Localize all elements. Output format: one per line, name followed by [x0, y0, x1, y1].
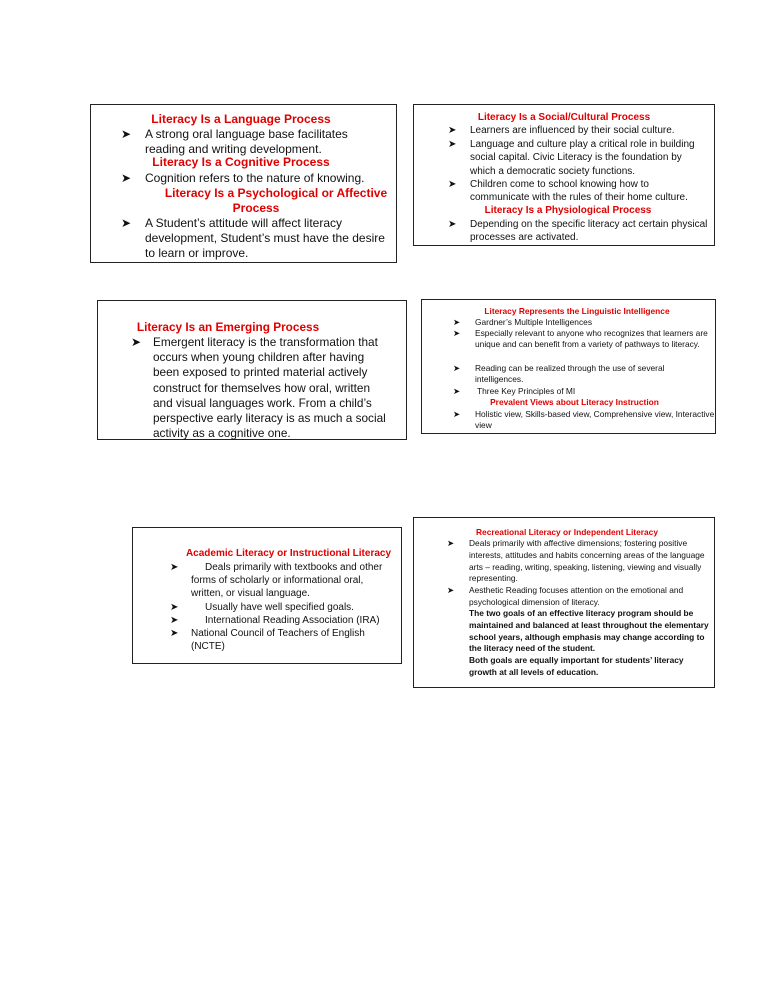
arrow-bullet-icon: ➤ — [447, 538, 455, 548]
card2-bullet-3-text: Children come to school knowing how to communicate with the rules of their home culture. — [470, 179, 688, 204]
card2-bullet-1 — [448, 124, 710, 137]
arrow-bullet-icon: ➤ — [447, 585, 455, 595]
arrow-bullet-icon: ➤ — [453, 409, 461, 419]
card6-bullet-1-text: Deals primarily with affective dimensions; fostering positive interests, attitudes and habits concerning areas of the language arts – reading, writing, speaking, listening, viewing and visually representing. — [469, 538, 705, 584]
arrow-bullet-icon: ➤ — [448, 219, 457, 230]
card4-bullet-4-text: Three Key Principles of MI — [477, 386, 576, 396]
card1-bullet-2 — [121, 171, 389, 186]
arrow-bullet-icon: ➤ — [121, 216, 132, 230]
card5-bullet-1-text: Deals primarily with textbooks and other forms of scholarly or informational oral, written, or visual language. — [191, 562, 383, 600]
heading-cognitive-process: Literacy Is a Cognitive Process — [152, 155, 330, 169]
card5-bullet-1 — [170, 561, 390, 601]
card6-paragraph-2: Both goals are equally important for students’ literacy growth at all levels of education. — [469, 655, 684, 677]
card4-bullet-5 — [453, 409, 715, 432]
arrow-bullet-icon: ➤ — [170, 628, 179, 639]
heading-emerging-process: Literacy Is an Emerging Process — [136, 320, 320, 334]
heading-language-process: Literacy Is a Language Process — [151, 112, 331, 126]
card4-bullet-1-text: Gardner’s Multiple Intelligences — [475, 317, 593, 327]
card4-bullet-3 — [453, 363, 715, 386]
card6-bullet-2 — [447, 585, 709, 609]
card4-bullet-4 — [453, 386, 715, 397]
heading-psychological-process-line1: Literacy Is a Psychological or Affective — [164, 186, 388, 200]
card2-bullet-4 — [448, 218, 710, 245]
card2-bullet-3 — [448, 178, 710, 205]
card5-bullet-2-text: Usually have well specified goals. — [205, 602, 354, 613]
card6-bullet-2-text: Aesthetic Reading focuses attention on the emotional and psychological dimension of literacy. — [469, 585, 684, 607]
heading-physiological-process: Literacy Is a Physiological Process — [484, 205, 652, 216]
heading-prevalent-views: Prevalent Views about Literacy Instruction — [490, 397, 659, 407]
card1-bullet-3-text: A Student’s attitude will affect literacy development, Student’s must have the desire to learn or improve. — [145, 216, 385, 260]
card-social-cultural-process — [413, 104, 715, 246]
arrow-bullet-icon: ➤ — [453, 386, 461, 396]
card1-bullet-3 — [121, 216, 389, 261]
arrow-bullet-icon: ➤ — [121, 127, 132, 141]
card3-bullet-1-text: Emergent literacy is the transformation that occurs when young children after having been exposed to printed material actively construct for themselves how oral, written and visual languages work. From a child’s perspective early literacy is as much a social activity as a cognitive one. — [153, 335, 386, 441]
card2-bullet-2 — [448, 138, 710, 178]
heading-academic-literacy: Academic Literacy or Instructional Literacy — [185, 548, 392, 559]
arrow-bullet-icon: ➤ — [453, 317, 461, 327]
card6-bullet-1 — [447, 538, 709, 585]
card4-bullet-1 — [453, 317, 715, 328]
arrow-bullet-icon: ➤ — [170, 615, 179, 626]
card-linguistic-intelligence — [421, 299, 716, 434]
card5-bullet-4 — [170, 627, 390, 653]
heading-linguistic-intelligence: Literacy Represents the Linguistic Intelligence — [484, 306, 670, 316]
card4-bullet-2-text: Especially relevant to anyone who recognizes that learners are unique and can benefit from a variety of pathways to literacy. — [475, 328, 708, 350]
card-language-process — [90, 104, 397, 263]
card2-bullet-2-text: Language and culture play a critical role in building social capital. Civic Literacy is the foundation by which a democratic society functions. — [470, 139, 695, 177]
card1-bullet-1 — [121, 127, 389, 157]
card-recreational-literacy — [413, 517, 715, 688]
card2-bullet-4-text: Depending on the specific literacy act certain physical processes are activated. — [470, 219, 708, 244]
card4-bullet-2 — [453, 328, 715, 351]
arrow-bullet-icon: ➤ — [448, 179, 457, 190]
heading-social-cultural-process: Literacy Is a Social/Cultural Process — [477, 112, 651, 123]
card2-bullet-1-text: Learners are influenced by their social culture. — [470, 125, 675, 136]
card5-bullet-3-text: International Reading Association (IRA) — [205, 615, 380, 626]
arrow-bullet-icon: ➤ — [448, 125, 457, 136]
card3-bullet-1 — [131, 335, 391, 441]
arrow-bullet-icon: ➤ — [170, 602, 179, 613]
arrow-bullet-icon: ➤ — [121, 171, 132, 185]
arrow-bullet-icon: ➤ — [131, 335, 141, 349]
card6-paragraph-1: The two goals of an effective literacy program should be maintained and balanced at least throughout the elementary school years, although emphasis may change according to the literacy need of the student. — [469, 608, 709, 654]
card1-bullet-2-text: Cognition refers to the nature of knowing. — [145, 171, 365, 185]
card4-bullet-5-text: Holistic view, Skills-based view, Comprehensive view, Interactive view — [475, 409, 715, 431]
card-emerging-process — [97, 300, 407, 440]
card1-bullet-1-text: A strong oral language base facilitates reading and writing development. — [145, 127, 348, 156]
card5-bullet-2 — [170, 601, 390, 614]
heading-recreational-literacy: Recreational Literacy or Independent Literacy — [476, 527, 658, 537]
card5-bullet-4-text: National Council of Teachers of English (NCTE) — [191, 628, 365, 653]
card5-bullet-3 — [170, 614, 390, 627]
card-academic-literacy — [132, 527, 402, 664]
heading-psychological-process-line2: Process — [232, 201, 280, 215]
arrow-bullet-icon: ➤ — [453, 328, 461, 338]
card4-bullet-3-text: Reading can be realized through the use of several intelligences. — [475, 363, 665, 385]
arrow-bullet-icon: ➤ — [448, 139, 457, 150]
arrow-bullet-icon: ➤ — [453, 363, 461, 373]
arrow-bullet-icon: ➤ — [170, 562, 179, 573]
